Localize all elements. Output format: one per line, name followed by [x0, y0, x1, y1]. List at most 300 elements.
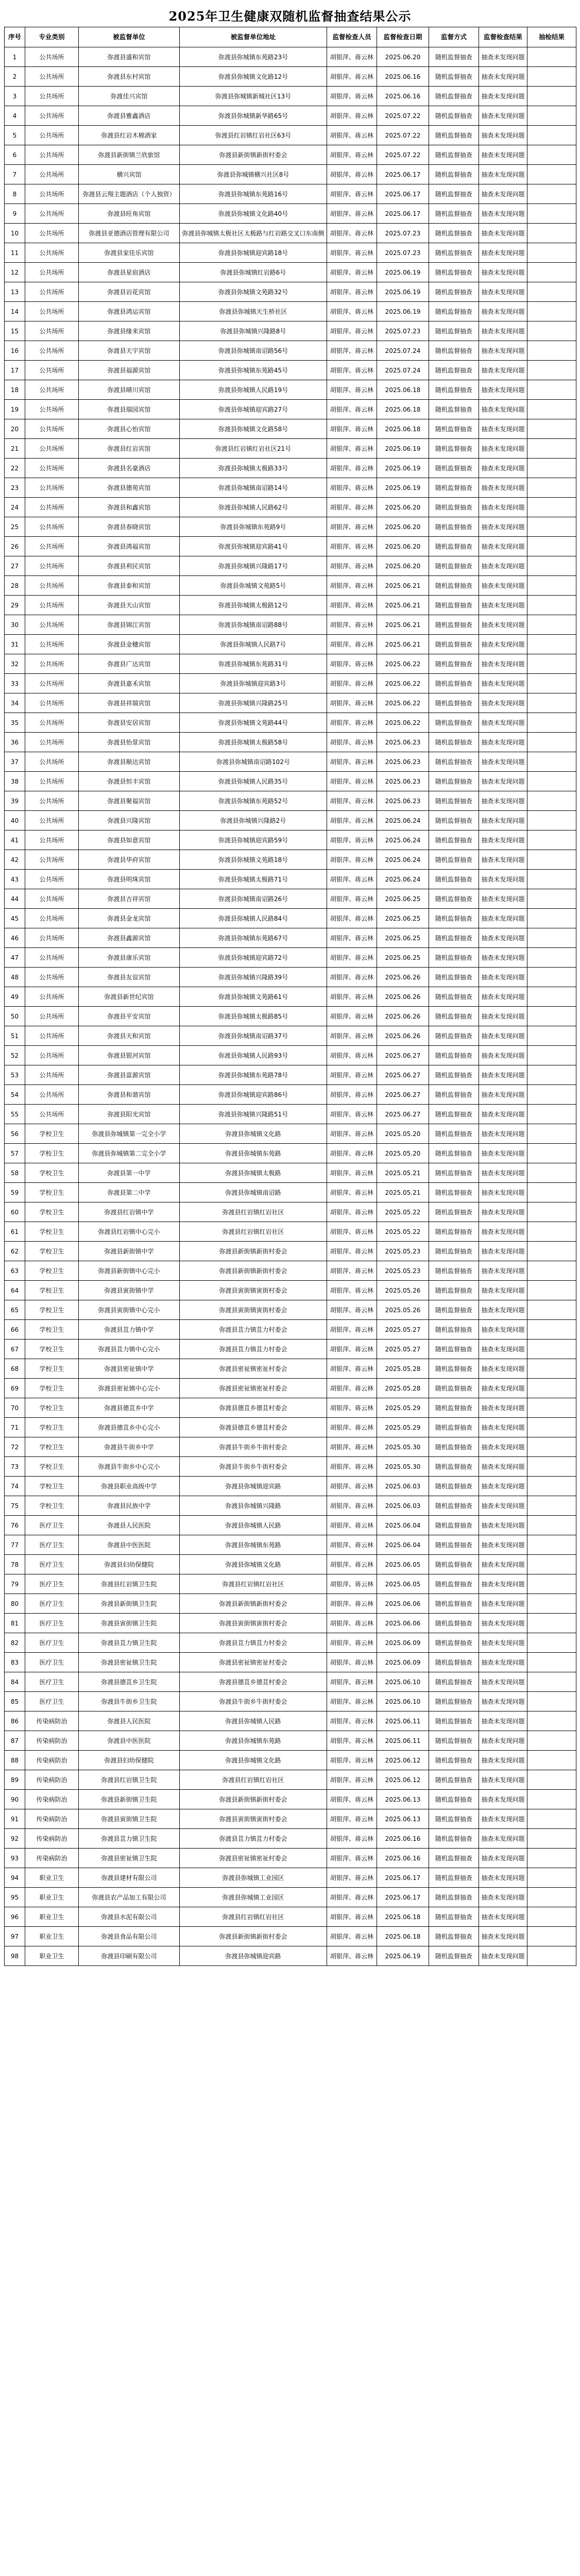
- cell-result: 抽查未发现问题: [479, 713, 527, 733]
- table-row: [5, 791, 576, 811]
- cell-inspectors: 胡银萍、蒋云林: [327, 1222, 377, 1242]
- cell-method: 随机监督抽查: [429, 47, 479, 67]
- cell-sampling: [527, 1398, 576, 1418]
- cell-index: 64: [5, 1281, 25, 1300]
- cell-inspectors: 胡银萍、蒋云林: [327, 419, 377, 439]
- header-unit: 被监督单位: [79, 27, 180, 47]
- cell-method: 随机监督抽查: [429, 1300, 479, 1320]
- cell-result: 抽查未发现问题: [479, 1163, 527, 1183]
- cell-result: 抽查未发现问题: [479, 341, 527, 361]
- cell-category: 公共场所: [25, 693, 79, 713]
- cell-result: 抽查未发现问题: [479, 1261, 527, 1281]
- cell-unit: 弥渡县妇幼保健院: [79, 1751, 180, 1770]
- cell-result: 抽查未发现问题: [479, 928, 527, 948]
- cell-index: 15: [5, 321, 25, 341]
- cell-unit: 弥渡县鑫源宾馆: [79, 928, 180, 948]
- cell-sampling: [527, 243, 576, 263]
- cell-address: 弥渡县弥城镇南诏路88号: [180, 615, 327, 635]
- cell-method: 随机监督抽查: [429, 419, 479, 439]
- cell-category: 医疗卫生: [25, 1692, 79, 1711]
- cell-method: 随机监督抽查: [429, 400, 479, 419]
- cell-method: 随机监督抽查: [429, 968, 479, 987]
- table-row: [5, 459, 576, 478]
- cell-category: 学校卫生: [25, 1477, 79, 1496]
- cell-category: 公共场所: [25, 478, 79, 498]
- cell-index: 67: [5, 1340, 25, 1359]
- cell-date: 2025.06.22: [377, 674, 429, 693]
- cell-unit: 弥渡县妇幼保健院: [79, 1555, 180, 1574]
- cell-method: 随机监督抽查: [429, 831, 479, 850]
- cell-inspectors: 胡银萍、蒋云林: [327, 1379, 377, 1398]
- cell-date: 2025.06.10: [377, 1692, 429, 1711]
- cell-date: 2025.06.03: [377, 1496, 429, 1516]
- cell-inspectors: 胡银萍、蒋云林: [327, 1281, 377, 1300]
- cell-method: 随机监督抽查: [429, 1672, 479, 1692]
- table-row: [5, 1672, 576, 1692]
- cell-inspectors: 胡银萍、蒋云林: [327, 1418, 377, 1437]
- cell-method: 随机监督抽查: [429, 67, 479, 87]
- cell-sampling: [527, 1516, 576, 1535]
- cell-unit: 弥渡县心怡宾馆: [79, 419, 180, 439]
- cell-inspectors: 胡银萍、蒋云林: [327, 126, 377, 145]
- cell-category: 职业卫生: [25, 1907, 79, 1927]
- cell-date: 2025.07.24: [377, 361, 429, 380]
- cell-unit: 弥渡县红岩宾馆: [79, 439, 180, 459]
- cell-method: 随机监督抽查: [429, 791, 479, 811]
- cell-inspectors: 胡银萍、蒋云林: [327, 1124, 377, 1144]
- cell-index: 29: [5, 596, 25, 615]
- cell-address: 弥渡县弥城镇人民路35号: [180, 772, 327, 791]
- cell-address: 弥渡县弥城镇文化路12号: [180, 67, 327, 87]
- cell-date: 2025.06.20: [377, 47, 429, 67]
- table-row: [5, 968, 576, 987]
- cell-index: 43: [5, 870, 25, 889]
- cell-method: 随机监督抽查: [429, 693, 479, 713]
- cell-index: 41: [5, 831, 25, 850]
- cell-sampling: [527, 1124, 576, 1144]
- cell-category: 医疗卫生: [25, 1653, 79, 1672]
- cell-index: 79: [5, 1574, 25, 1594]
- cell-category: 职业卫生: [25, 1946, 79, 1966]
- cell-method: 随机监督抽查: [429, 1770, 479, 1790]
- cell-method: 随机监督抽查: [429, 615, 479, 635]
- cell-inspectors: 胡银萍、蒋云林: [327, 321, 377, 341]
- cell-method: 随机监督抽查: [429, 772, 479, 791]
- cell-result: 抽查未发现问题: [479, 889, 527, 909]
- cell-unit: 弥渡县和谐宾馆: [79, 1085, 180, 1105]
- cell-index: 11: [5, 243, 25, 263]
- cell-date: 2025.07.23: [377, 243, 429, 263]
- cell-method: 随机监督抽查: [429, 1183, 479, 1202]
- cell-date: 2025.06.26: [377, 1007, 429, 1026]
- cell-address: 弥渡县弥城镇东苑路67号: [180, 928, 327, 948]
- cell-inspectors: 胡银萍、蒋云林: [327, 478, 377, 498]
- cell-category: 公共场所: [25, 1007, 79, 1026]
- cell-inspectors: 胡银萍、蒋云林: [327, 889, 377, 909]
- cell-date: 2025.06.06: [377, 1594, 429, 1614]
- cell-category: 公共场所: [25, 556, 79, 576]
- cell-sampling: [527, 1555, 576, 1574]
- cell-inspectors: 胡银萍、蒋云林: [327, 1340, 377, 1359]
- cell-result: 抽查未发现问题: [479, 1614, 527, 1633]
- cell-sampling: [527, 909, 576, 928]
- cell-category: 传染病防治: [25, 1809, 79, 1829]
- cell-address: 弥渡县弥城镇太极路71号: [180, 870, 327, 889]
- cell-address: 弥渡县弥城镇东苑路52号: [180, 791, 327, 811]
- cell-inspectors: 胡银萍、蒋云林: [327, 654, 377, 674]
- cell-unit: 弥渡县云翔主题酒店（个人独资）: [79, 184, 180, 204]
- cell-date: 2025.06.24: [377, 850, 429, 870]
- cell-date: 2025.06.17: [377, 165, 429, 184]
- cell-inspectors: 胡银萍、蒋云林: [327, 1555, 377, 1574]
- cell-date: 2025.06.12: [377, 1770, 429, 1790]
- cell-result: 抽查未发现问题: [479, 1888, 527, 1907]
- cell-date: 2025.05.20: [377, 1124, 429, 1144]
- cell-result: 抽查未发现问题: [479, 106, 527, 126]
- cell-sampling: [527, 733, 576, 752]
- cell-unit: 弥渡县瑞园宾馆: [79, 400, 180, 419]
- table-row: [5, 889, 576, 909]
- cell-date: 2025.06.19: [377, 263, 429, 282]
- cell-category: 学校卫生: [25, 1202, 79, 1222]
- cell-category: 学校卫生: [25, 1359, 79, 1379]
- cell-result: 抽查未发现问题: [479, 1007, 527, 1026]
- cell-method: 随机监督抽查: [429, 1222, 479, 1242]
- cell-unit: 弥渡县鸿福宾馆: [79, 537, 180, 556]
- cell-inspectors: 胡银萍、蒋云林: [327, 243, 377, 263]
- cell-address: 弥渡县弥城镇人民路93号: [180, 1046, 327, 1065]
- cell-method: 随机监督抽查: [429, 380, 479, 400]
- cell-unit: 弥渡县如意宾馆: [79, 831, 180, 850]
- cell-date: 2025.06.27: [377, 1085, 429, 1105]
- table-row: [5, 1614, 576, 1633]
- cell-category: 公共场所: [25, 243, 79, 263]
- cell-index: 80: [5, 1594, 25, 1614]
- cell-inspectors: 胡银萍、蒋云林: [327, 47, 377, 67]
- cell-method: 随机监督抽查: [429, 948, 479, 968]
- cell-index: 96: [5, 1907, 25, 1927]
- cell-index: 93: [5, 1849, 25, 1868]
- cell-date: 2025.06.21: [377, 635, 429, 654]
- cell-inspectors: 胡银萍、蒋云林: [327, 615, 377, 635]
- cell-category: 公共场所: [25, 380, 79, 400]
- cell-date: 2025.05.30: [377, 1437, 429, 1457]
- cell-inspectors: 胡银萍、蒋云林: [327, 850, 377, 870]
- cell-result: 抽查未发现问题: [479, 556, 527, 576]
- cell-sampling: [527, 968, 576, 987]
- cell-category: 公共场所: [25, 106, 79, 126]
- cell-date: 2025.06.04: [377, 1516, 429, 1535]
- cell-unit: 弥渡县苴力镇中学: [79, 1320, 180, 1340]
- cell-inspectors: 胡银萍、蒋云林: [327, 204, 377, 224]
- cell-category: 学校卫生: [25, 1398, 79, 1418]
- cell-category: 公共场所: [25, 772, 79, 791]
- cell-unit: 弥渡县人民医院: [79, 1516, 180, 1535]
- cell-category: 公共场所: [25, 419, 79, 439]
- cell-unit: 弥渡县德苴乡中心完小: [79, 1418, 180, 1437]
- cell-category: 学校卫生: [25, 1418, 79, 1437]
- cell-index: 92: [5, 1829, 25, 1849]
- table-row: [5, 204, 576, 224]
- cell-result: 抽查未发现问题: [479, 459, 527, 478]
- cell-address: 弥渡县弥城镇太极路58号: [180, 733, 327, 752]
- cell-method: 随机监督抽查: [429, 713, 479, 733]
- cell-category: 学校卫生: [25, 1320, 79, 1340]
- table-row: [5, 87, 576, 106]
- cell-date: 2025.05.20: [377, 1144, 429, 1163]
- cell-result: 抽查未发现问题: [479, 1124, 527, 1144]
- cell-unit: 弥渡县弥城镇第二完全小学: [79, 1144, 180, 1163]
- cell-address: 弥渡县弥城镇人民路: [180, 1516, 327, 1535]
- cell-address: 弥渡县密祉镇密祉村委会: [180, 1379, 327, 1398]
- cell-method: 随机监督抽查: [429, 1418, 479, 1437]
- cell-result: 抽查未发现问题: [479, 909, 527, 928]
- cell-category: 公共场所: [25, 713, 79, 733]
- cell-unit: 弥渡县东村宾馆: [79, 67, 180, 87]
- table-row: [5, 517, 576, 537]
- cell-sampling: [527, 419, 576, 439]
- cell-unit: 弥渡县嘉禾宾馆: [79, 674, 180, 693]
- cell-sampling: [527, 791, 576, 811]
- cell-method: 随机监督抽查: [429, 1594, 479, 1614]
- cell-inspectors: 胡银萍、蒋云林: [327, 1065, 377, 1085]
- cell-unit: 弥渡县天宇宾馆: [79, 341, 180, 361]
- cell-result: 抽查未发现问题: [479, 1046, 527, 1065]
- cell-index: 34: [5, 693, 25, 713]
- table-row: [5, 106, 576, 126]
- cell-date: 2025.07.23: [377, 224, 429, 243]
- cell-sampling: [527, 1907, 576, 1927]
- cell-inspectors: 胡银萍、蒋云林: [327, 361, 377, 380]
- cell-method: 随机监督抽查: [429, 654, 479, 674]
- cell-category: 公共场所: [25, 1085, 79, 1105]
- cell-sampling: [527, 106, 576, 126]
- cell-result: 抽查未发现问题: [479, 1065, 527, 1085]
- cell-address: 弥渡县弥城镇天生桥社区: [180, 302, 327, 321]
- cell-category: 公共场所: [25, 67, 79, 87]
- cell-address: 弥渡县德苴乡德苴村委会: [180, 1398, 327, 1418]
- cell-inspectors: 胡银萍、蒋云林: [327, 302, 377, 321]
- cell-category: 公共场所: [25, 537, 79, 556]
- cell-address: 弥渡县弥城镇工业园区: [180, 1888, 327, 1907]
- cell-date: 2025.06.23: [377, 791, 429, 811]
- cell-date: 2025.06.18: [377, 1927, 429, 1946]
- cell-date: 2025.05.27: [377, 1340, 429, 1359]
- cell-unit: 弥渡县红岩镇卫生院: [79, 1770, 180, 1790]
- cell-address: 弥渡县弥城镇南诏路37号: [180, 1026, 327, 1046]
- cell-address: 弥渡县弥城镇迎宾路3号: [180, 674, 327, 693]
- cell-result: 抽查未发现问题: [479, 635, 527, 654]
- cell-index: 22: [5, 459, 25, 478]
- table-row: [5, 67, 576, 87]
- cell-category: 学校卫生: [25, 1300, 79, 1320]
- cell-inspectors: 胡银萍、蒋云林: [327, 282, 377, 302]
- cell-category: 公共场所: [25, 752, 79, 772]
- cell-category: 公共场所: [25, 576, 79, 596]
- cell-address: 弥渡县弥城镇太极路33号: [180, 459, 327, 478]
- cell-method: 随机监督抽查: [429, 321, 479, 341]
- cell-result: 抽查未发现问题: [479, 67, 527, 87]
- cell-inspectors: 胡银萍、蒋云林: [327, 1437, 377, 1457]
- table-row: [5, 1320, 576, 1340]
- cell-inspectors: 胡银萍、蒋云林: [327, 165, 377, 184]
- cell-date: 2025.05.26: [377, 1281, 429, 1300]
- cell-category: 公共场所: [25, 341, 79, 361]
- cell-address: 弥渡县牛街乡牛街村委会: [180, 1437, 327, 1457]
- cell-result: 抽查未发现问题: [479, 478, 527, 498]
- cell-address: 弥渡县红岩镇红岩社区: [180, 1770, 327, 1790]
- cell-sampling: [527, 1242, 576, 1261]
- cell-result: 抽查未发现问题: [479, 1379, 527, 1398]
- cell-method: 随机监督抽查: [429, 1046, 479, 1065]
- cell-method: 随机监督抽查: [429, 459, 479, 478]
- cell-sampling: [527, 850, 576, 870]
- cell-method: 随机监督抽查: [429, 556, 479, 576]
- cell-sampling: [527, 1868, 576, 1888]
- cell-sampling: [527, 341, 576, 361]
- table-row: [5, 1202, 576, 1222]
- cell-unit: 弥渡县寅街镇中心完小: [79, 1300, 180, 1320]
- cell-inspectors: 胡银萍、蒋云林: [327, 1790, 377, 1809]
- cell-method: 随机监督抽查: [429, 1065, 479, 1085]
- cell-result: 抽查未发现问题: [479, 1026, 527, 1046]
- cell-address: 弥渡县苴力镇苴力村委会: [180, 1633, 327, 1653]
- table-row: [5, 1751, 576, 1770]
- table-row: [5, 1516, 576, 1535]
- cell-address: 弥渡县弥城镇南诏路56号: [180, 341, 327, 361]
- cell-sampling: [527, 1340, 576, 1359]
- cell-result: 抽查未发现问题: [479, 1202, 527, 1222]
- cell-index: 59: [5, 1183, 25, 1202]
- cell-address: 弥渡县弥城镇文苑路5号: [180, 576, 327, 596]
- cell-method: 随机监督抽查: [429, 1614, 479, 1633]
- header-index: 序号: [5, 27, 25, 47]
- cell-sampling: [527, 145, 576, 165]
- cell-sampling: [527, 1614, 576, 1633]
- cell-category: 学校卫生: [25, 1242, 79, 1261]
- cell-sampling: [527, 1202, 576, 1222]
- cell-category: 学校卫生: [25, 1124, 79, 1144]
- cell-category: 公共场所: [25, 948, 79, 968]
- cell-inspectors: 胡银萍、蒋云林: [327, 870, 377, 889]
- table-row: [5, 263, 576, 282]
- cell-address: 弥渡县苴力镇苴力村委会: [180, 1829, 327, 1849]
- cell-category: 公共场所: [25, 1065, 79, 1085]
- cell-date: 2025.05.23: [377, 1242, 429, 1261]
- cell-category: 公共场所: [25, 459, 79, 478]
- cell-result: 抽查未发现问题: [479, 400, 527, 419]
- cell-unit: 弥渡县锦江宾馆: [79, 615, 180, 635]
- table-row: [5, 1496, 576, 1516]
- cell-date: 2025.06.24: [377, 811, 429, 831]
- cell-category: 公共场所: [25, 968, 79, 987]
- table-row: [5, 635, 576, 654]
- cell-address: 弥渡县弥城镇人民路19号: [180, 380, 327, 400]
- cell-method: 随机监督抽查: [429, 1457, 479, 1477]
- cell-category: 公共场所: [25, 87, 79, 106]
- cell-result: 抽查未发现问题: [479, 968, 527, 987]
- cell-unit: 弥渡县牛街乡中心完小: [79, 1457, 180, 1477]
- cell-method: 随机监督抽查: [429, 498, 479, 517]
- cell-inspectors: 胡银萍、蒋云林: [327, 909, 377, 928]
- cell-result: 抽查未发现问题: [479, 1085, 527, 1105]
- cell-inspectors: 胡银萍、蒋云林: [327, 1946, 377, 1966]
- cell-address: 弥渡县弥城镇迎宾路: [180, 1477, 327, 1496]
- cell-index: 6: [5, 145, 25, 165]
- cell-result: 抽查未发现问题: [479, 948, 527, 968]
- cell-address: 弥渡县弥城镇红岩路6号: [180, 263, 327, 282]
- cell-index: 74: [5, 1477, 25, 1496]
- cell-method: 随机监督抽查: [429, 1809, 479, 1829]
- table-row: [5, 1809, 576, 1829]
- cell-result: 抽查未发现问题: [479, 596, 527, 615]
- cell-index: 38: [5, 772, 25, 791]
- cell-sampling: [527, 498, 576, 517]
- cell-method: 随机监督抽查: [429, 1359, 479, 1379]
- page-title: 2025年卫生健康双随机监督抽查结果公示: [168, 9, 412, 24]
- cell-sampling: [527, 282, 576, 302]
- cell-date: 2025.06.17: [377, 1888, 429, 1907]
- cell-category: 公共场所: [25, 165, 79, 184]
- cell-sampling: [527, 1261, 576, 1281]
- cell-sampling: [527, 1477, 576, 1496]
- table-row: [5, 1144, 576, 1163]
- table-row: [5, 1790, 576, 1809]
- cell-category: 医疗卫生: [25, 1614, 79, 1633]
- cell-unit: 弥渡县红岩木棉酒家: [79, 126, 180, 145]
- cell-result: 抽查未发现问题: [479, 1731, 527, 1751]
- cell-index: 88: [5, 1751, 25, 1770]
- table-row: [5, 831, 576, 850]
- cell-result: 抽查未发现问题: [479, 654, 527, 674]
- cell-sampling: [527, 184, 576, 204]
- cell-unit: 弥渡县吉祥宾馆: [79, 889, 180, 909]
- cell-result: 抽查未发现问题: [479, 870, 527, 889]
- cell-sampling: [527, 204, 576, 224]
- cell-unit: 弥渡县密祉镇卫生院: [79, 1849, 180, 1868]
- cell-method: 随机监督抽查: [429, 987, 479, 1007]
- cell-method: 随机监督抽查: [429, 1829, 479, 1849]
- cell-result: 抽查未发现问题: [479, 419, 527, 439]
- cell-inspectors: 胡银萍、蒋云林: [327, 576, 377, 596]
- cell-date: 2025.05.29: [377, 1398, 429, 1418]
- cell-category: 公共场所: [25, 145, 79, 165]
- cell-address: 弥渡县弥城镇文苑路32号: [180, 282, 327, 302]
- cell-address: 弥渡县红岩镇红岩社区63号: [180, 126, 327, 145]
- cell-address: 弥渡县弥城镇文化路: [180, 1555, 327, 1574]
- table-row: [5, 1065, 576, 1085]
- cell-address: 弥渡县弥城镇兴隆路17号: [180, 556, 327, 576]
- cell-index: 48: [5, 968, 25, 987]
- cell-result: 抽查未发现问题: [479, 674, 527, 693]
- cell-result: 抽查未发现问题: [479, 1770, 527, 1790]
- cell-category: 公共场所: [25, 791, 79, 811]
- cell-inspectors: 胡银萍、蒋云林: [327, 67, 377, 87]
- cell-result: 抽查未发现问题: [479, 1594, 527, 1614]
- cell-index: 13: [5, 282, 25, 302]
- cell-index: 19: [5, 400, 25, 419]
- cell-index: 54: [5, 1085, 25, 1105]
- cell-category: 公共场所: [25, 439, 79, 459]
- cell-sampling: [527, 87, 576, 106]
- cell-sampling: [527, 928, 576, 948]
- cell-category: 公共场所: [25, 831, 79, 850]
- cell-date: 2025.06.19: [377, 1946, 429, 1966]
- table-row: [5, 850, 576, 870]
- cell-method: 随机监督抽查: [429, 1202, 479, 1222]
- cell-index: 49: [5, 987, 25, 1007]
- cell-address: 弥渡县新街镇新街村委会: [180, 1261, 327, 1281]
